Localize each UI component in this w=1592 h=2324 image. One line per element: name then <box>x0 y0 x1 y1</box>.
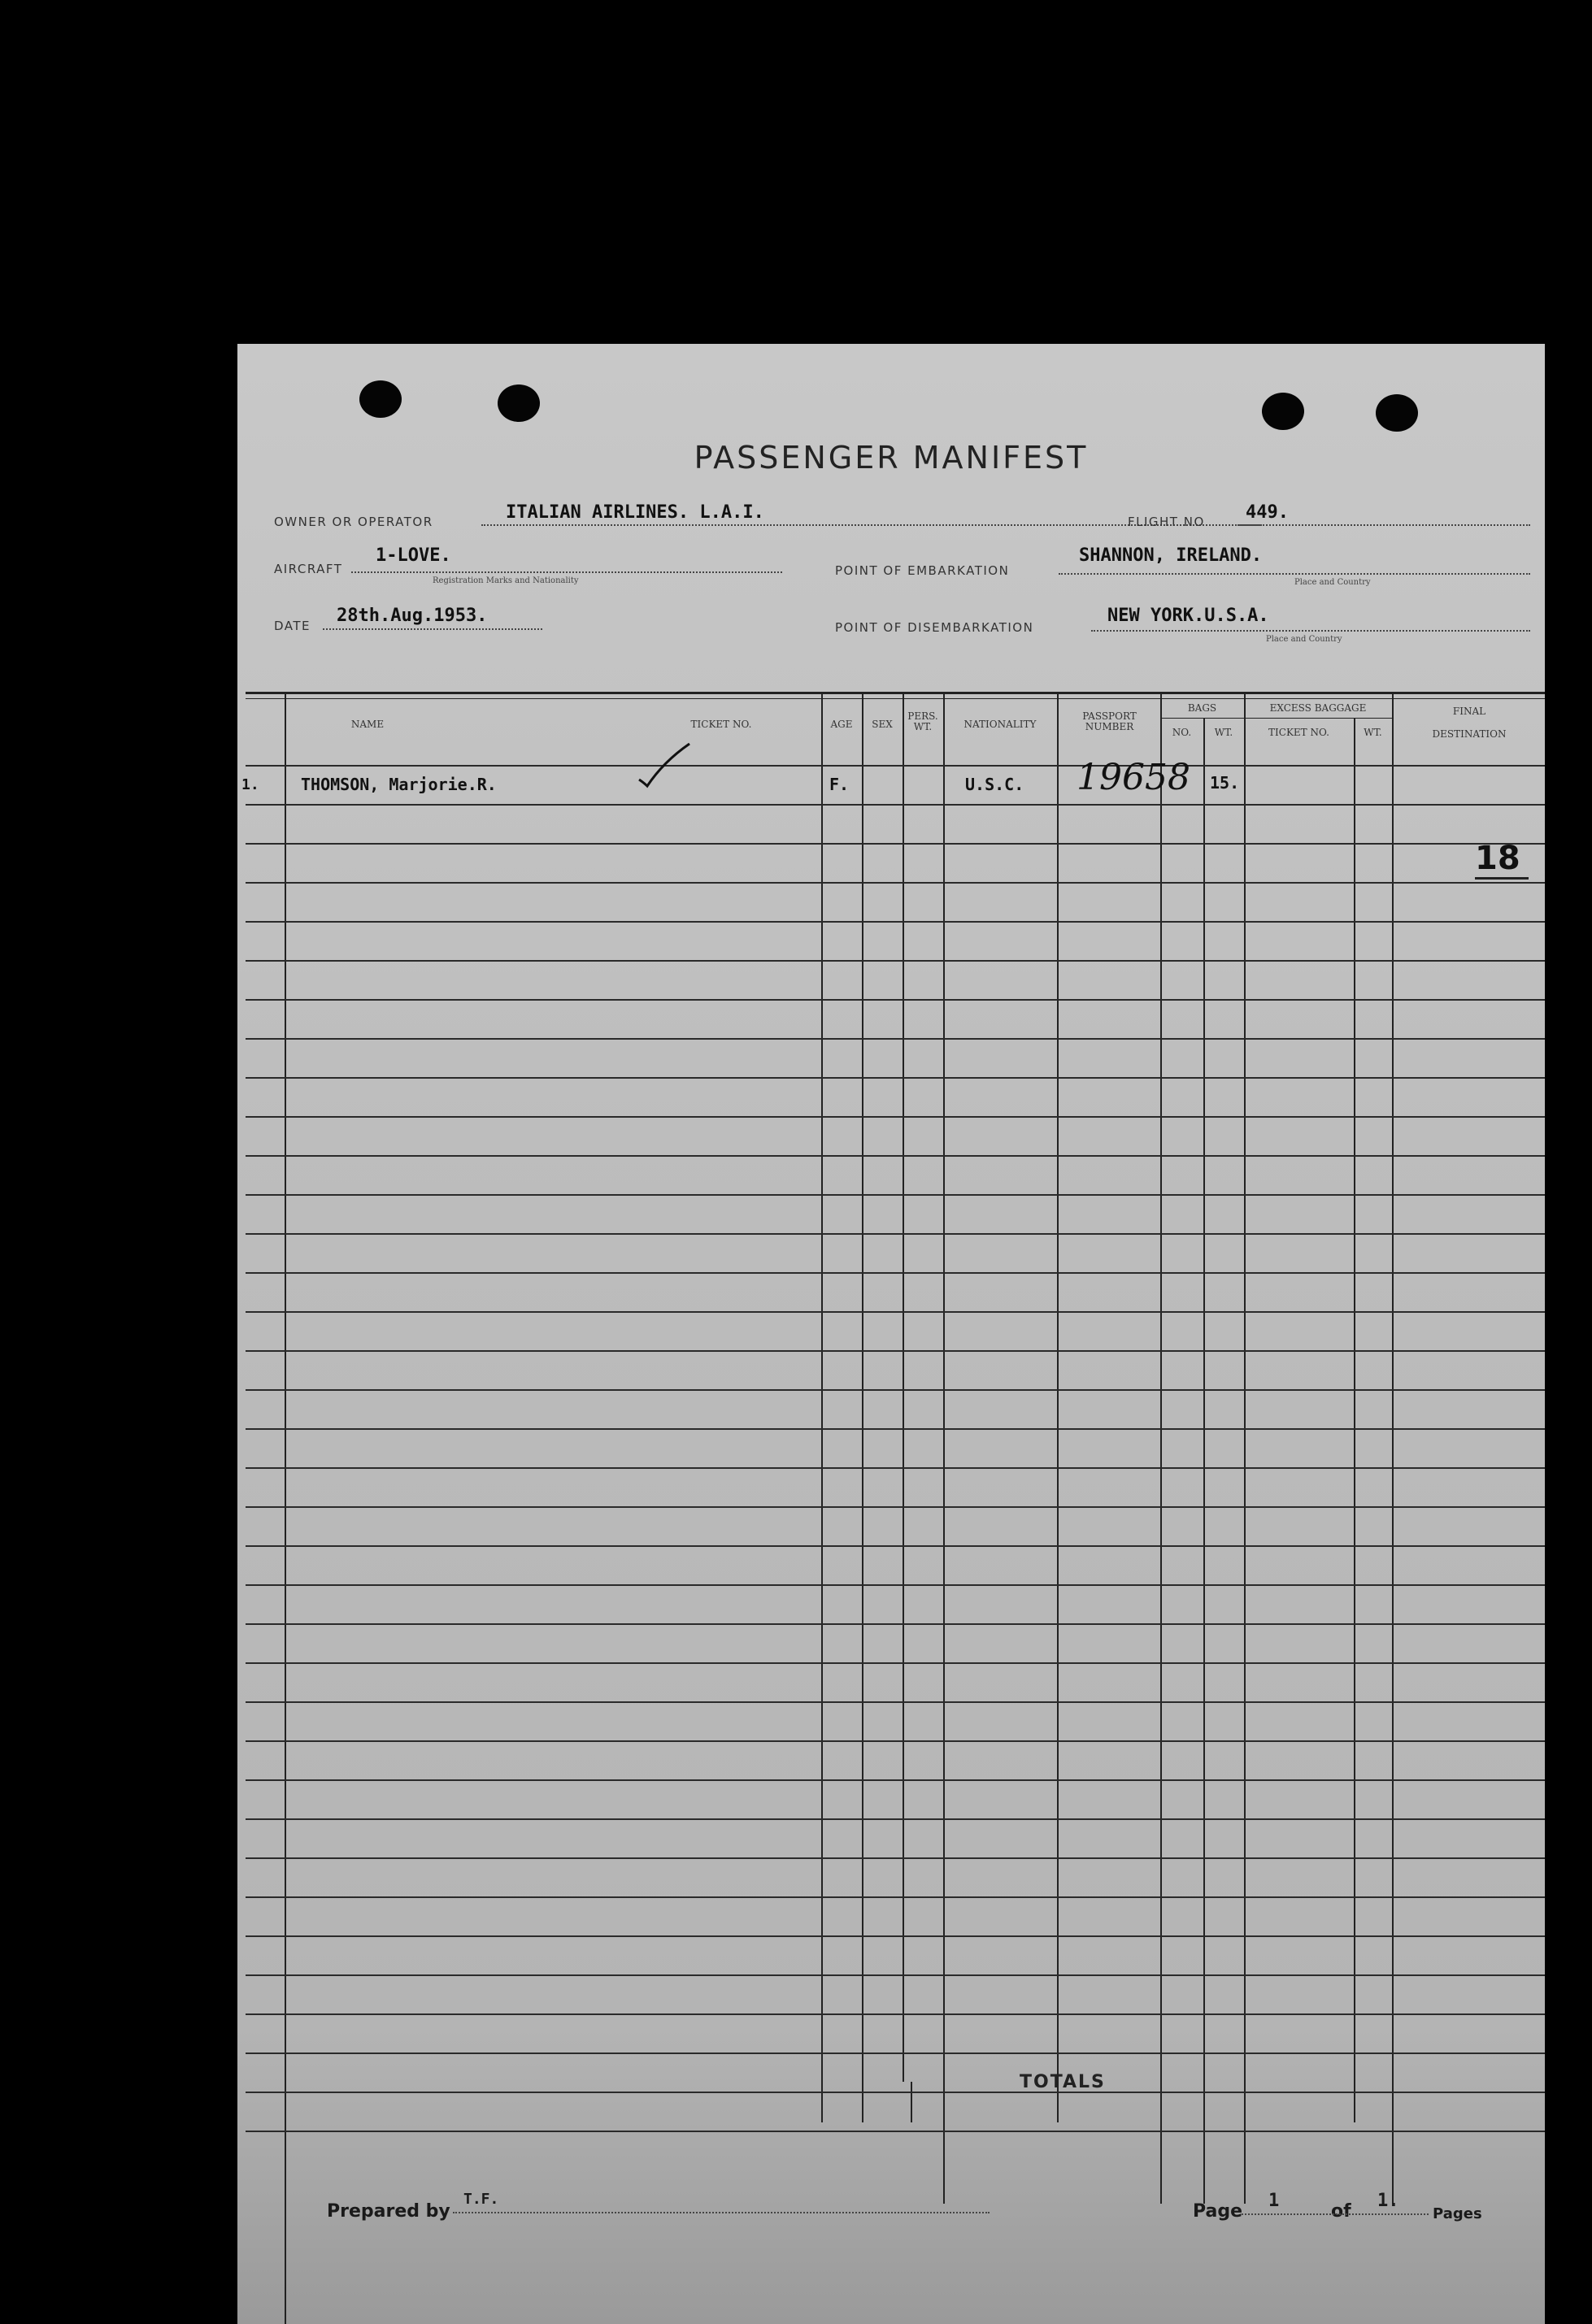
header-excess-ticket: TICKET NO. <box>1268 727 1329 738</box>
table-row-rule <box>246 2053 1545 2054</box>
manifest-sheet <box>237 344 1545 2324</box>
punch-hole-2 <box>498 384 540 422</box>
disembarkation-value: NEW YORK.U.S.A. <box>1107 606 1269 626</box>
header-destination: DESTINATION <box>1432 728 1507 740</box>
embarkation-dotted-line <box>1059 573 1530 575</box>
table-row-rule <box>246 1584 1545 1586</box>
prepared-by-value: T.F. <box>463 2191 499 2208</box>
table-row-rule <box>246 1038 1545 1040</box>
page-value: 1 <box>1268 2191 1280 2211</box>
header-pers-wt: PERS. WT. <box>907 710 938 732</box>
punch-hole-3 <box>1262 393 1304 430</box>
owner-label: OWNER OR OPERATOR <box>274 515 433 529</box>
table-row-rule <box>246 1077 1545 1079</box>
table-row-rule <box>246 1311 1545 1313</box>
table-row-rule <box>246 1740 1545 1742</box>
table-row-rule <box>246 1116 1545 1118</box>
table-row-rule <box>246 1389 1545 1391</box>
table-row-rule <box>246 804 1545 806</box>
table-row-rule <box>246 1506 1545 1508</box>
table-top-rule-2 <box>246 698 1545 699</box>
header-final: FINAL <box>1452 706 1486 717</box>
table-row-rule <box>246 843 1545 845</box>
aircraft-caption: Registration Marks and Nationality <box>433 576 579 585</box>
aircraft-value: 1-LOVE. <box>376 545 451 566</box>
header-bags: BAGS <box>1187 702 1217 714</box>
table-row-rule <box>246 1701 1545 1703</box>
punch-hole-1 <box>359 380 402 418</box>
prepared-by-dotted-line <box>453 2212 990 2213</box>
table-row-rule <box>246 960 1545 962</box>
col-divider-weight <box>943 692 945 2204</box>
pages-label: Pages <box>1433 2205 1482 2222</box>
table-row-rule <box>246 999 1545 1001</box>
header-sex: SEX <box>872 719 893 730</box>
of-label: of <box>1331 2201 1351 2222</box>
table-row-rule <box>246 1545 1545 1547</box>
table-row-rule <box>246 1155 1545 1157</box>
passenger-bags-wt: 15. <box>1210 773 1240 793</box>
table-row-rule <box>246 1623 1545 1625</box>
page-title: PASSENGER MANIFEST <box>694 440 1089 476</box>
col-divider-bags-no <box>1203 718 1205 2204</box>
table-row-rule <box>246 2092 1545 2093</box>
table-row-rule <box>246 2013 1545 2015</box>
passenger-name: THOMSON, Marjorie.R. <box>301 775 497 794</box>
table-top-rule <box>246 692 1545 694</box>
col-divider-age <box>862 692 863 2122</box>
owner-value: ITALIAN AIRLINES. L.A.I. <box>506 502 764 523</box>
table-row-rule <box>246 1974 1545 1976</box>
of-value: 1. <box>1377 2191 1399 2211</box>
passenger-passport: 19658 <box>1077 757 1190 798</box>
table-row-rule <box>246 1233 1545 1235</box>
table-row-rule <box>246 1428 1545 1430</box>
embarkation-caption: Place and Country <box>1294 578 1371 587</box>
header-excess-wt: WT. <box>1364 727 1382 738</box>
date-dotted-line <box>323 628 542 630</box>
page-dotted-line <box>1242 2213 1429 2215</box>
row-number: 1. <box>241 776 259 793</box>
passenger-sex: F. <box>829 775 850 794</box>
prepared-by-label: Prepared by <box>327 2201 450 2222</box>
header-passport: PASSPORT NUMBER <box>1082 710 1137 732</box>
table-row-rule <box>246 882 1545 884</box>
flight-value: 449. <box>1246 502 1289 523</box>
col-divider-excess-ticket <box>1354 718 1355 2122</box>
embarkation-label: POINT OF EMBARKATION <box>835 563 1010 578</box>
table-row-rule <box>246 1935 1545 1937</box>
table-row-rule <box>246 1779 1545 1781</box>
header-name: NAME <box>350 719 385 730</box>
table-row-rule <box>246 1350 1545 1352</box>
col-divider-sex-2 <box>911 2082 912 2122</box>
col-divider-excess-wt <box>1392 692 1394 2204</box>
table-row-rule <box>246 1662 1545 1664</box>
page-label: Page <box>1193 2201 1243 2222</box>
table-row-rule <box>246 1896 1545 1898</box>
totals-label: TOTALS <box>1020 2072 1106 2092</box>
passenger-nationality: U.S.C. <box>965 775 1024 794</box>
margin-note: 18 <box>1475 840 1520 877</box>
bags-subheader-rule <box>1160 718 1392 719</box>
date-label: DATE <box>274 619 311 633</box>
header-bags-wt: WT. <box>1214 727 1233 738</box>
date-value: 28th.Aug.1953. <box>337 606 488 626</box>
table-row-rule <box>246 1818 1545 1820</box>
checkmark-icon <box>636 741 693 789</box>
table-row-rule <box>246 1194 1545 1196</box>
table-row-rule <box>246 921 1545 923</box>
punch-hole-4 <box>1376 394 1418 432</box>
aircraft-dotted-line <box>351 571 782 573</box>
col-divider-bags-wt <box>1244 692 1246 2204</box>
col-divider-sex <box>903 692 904 2082</box>
header-ticket: TICKET NO. <box>690 719 752 730</box>
table-row-rule <box>246 1272 1545 1274</box>
header-age: AGE <box>830 719 853 730</box>
margin-note-rule <box>1475 877 1529 880</box>
flight-dotted-line <box>1237 524 1530 526</box>
col-divider-passport <box>1160 692 1162 2204</box>
table-row-rule <box>246 1467 1545 1469</box>
aircraft-label: AIRCRAFT <box>274 562 343 576</box>
col-divider-name <box>821 692 823 2122</box>
disembarkation-dotted-line <box>1091 630 1530 632</box>
col-divider-left <box>285 692 286 2324</box>
header-nationality: NATIONALITY <box>963 719 1037 730</box>
disembarkation-label: POINT OF DISEMBARKATION <box>835 620 1034 635</box>
header-excess: EXCESS BAGGAGE <box>1269 702 1367 714</box>
embarkation-value: SHANNON, IRELAND. <box>1079 545 1263 566</box>
table-row-rule <box>246 2131 1545 2132</box>
table-row-rule <box>246 765 1545 767</box>
header-bags-no: NO. <box>1172 727 1192 738</box>
table-row-rule <box>246 1857 1545 1859</box>
col-divider-nationality <box>1057 692 1059 2122</box>
disembarkation-caption: Place and Country <box>1266 635 1342 644</box>
flight-label: FLIGHT NO <box>1128 515 1205 529</box>
